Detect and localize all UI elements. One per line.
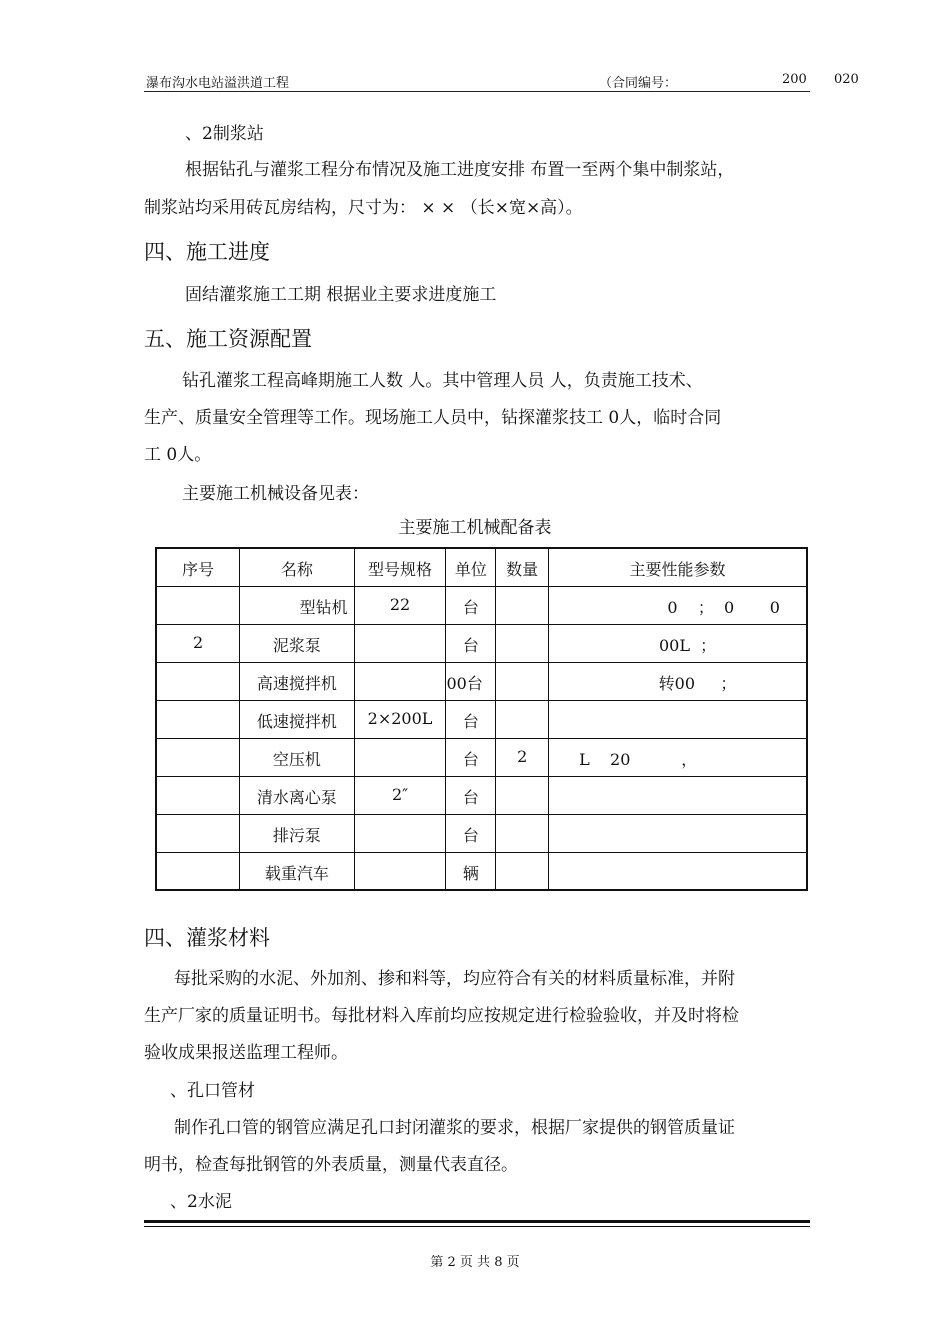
table-cell — [549, 776, 807, 814]
table-cell — [496, 624, 549, 662]
paragraph-mixing-2: 制浆站均采用砖瓦房结构，尺寸为： × × （长×宽×高）。 — [144, 198, 583, 218]
table-cell: 台 — [446, 624, 496, 662]
table-caption: 主要施工机械配备表 — [398, 518, 552, 538]
table-row — [156, 852, 807, 890]
equipment-table — [155, 547, 808, 891]
paragraph-progress: 固结灌浆施工工期 根据业主要求进度施工 — [185, 285, 497, 305]
table-cell — [549, 814, 807, 852]
table-cell: 台 — [446, 814, 496, 852]
paragraph-resources-3: 工 0人。 — [144, 445, 212, 465]
table-cell: 清水离心泵 — [240, 776, 354, 814]
table-cell: 型钻机 — [240, 586, 354, 624]
table-cell — [549, 700, 807, 738]
page-header — [144, 72, 859, 92]
table-cell — [354, 738, 446, 776]
table-cell: 台 — [446, 586, 496, 624]
table-cell: 台 — [446, 700, 496, 738]
paragraph-orifice-2: 明书，检查每批钢管的外表质量，测量代表直径。 — [144, 1155, 518, 1175]
table-cell — [496, 776, 549, 814]
table-cell: 载重汽车 — [240, 852, 354, 890]
subsection-orifice-pipe: 、孔口管材 — [170, 1081, 255, 1101]
table-cell: 低速搅拌机 — [240, 700, 354, 738]
table-cell — [156, 700, 240, 738]
table-cell — [156, 662, 240, 700]
table-cell: 转00 ； — [549, 662, 807, 700]
paragraph-equipment-intro: 主要施工机械设备见表： — [182, 484, 369, 504]
table-cell: 排污泵 — [240, 814, 354, 852]
header-project-name: 瀑布沟水电站溢洪道工程 — [146, 76, 290, 91]
table-cell — [354, 662, 446, 700]
subsection-mixing-station: 、2制浆站 — [185, 124, 264, 144]
heading-resources: 五、施工资源配置 — [144, 327, 312, 351]
paragraph-orifice-1: 制作孔口管的钢管应满足孔口封闭灌浆的要求，根据厂家提供的钢管质量证 — [174, 1118, 735, 1138]
table-cell: 空压机 — [240, 738, 354, 776]
table-row — [156, 662, 807, 700]
header-cell-model: 型号规格 — [354, 548, 446, 586]
paragraph-materials-2: 生产厂家的质量证明书。每批材料入库前均应按规定进行检验验收，并及时将检 — [144, 1006, 739, 1026]
table-cell — [156, 738, 240, 776]
table-cell: 台 — [446, 738, 496, 776]
header-contract-number-2: 020 — [834, 72, 859, 87]
heading-grouting-materials: 四、灌浆材料 — [144, 926, 270, 950]
footer-rule-thick — [144, 1220, 810, 1223]
table-cell — [549, 852, 807, 890]
table-cell: 00L ； — [549, 624, 807, 662]
table-cell: 2×200L — [354, 700, 446, 738]
table-cell: 0 ； 0 0 — [549, 586, 807, 624]
table-cell: 台 — [446, 776, 496, 814]
paragraph-resources-1: 钻孔灌浆工程高峰期施工人数 人。其中管理人员 人，负责施工技术、 — [182, 371, 703, 391]
paragraph-materials-1: 每批采购的水泥、外加剂、掺和料等，均应符合有关的材料质量标准，并附 — [174, 969, 735, 989]
table-cell: 2 — [496, 738, 549, 776]
table-cell: 2″ — [354, 776, 446, 814]
table-cell: 辆 — [446, 852, 496, 890]
header-contract-label: （合同编号： — [599, 76, 678, 91]
page-number: 第 2 页 共 8 页 — [430, 1255, 520, 1270]
table-cell — [156, 586, 240, 624]
table-row — [156, 738, 807, 776]
table-cell — [496, 814, 549, 852]
table-cell: 高速搅拌机 — [240, 662, 354, 700]
header-rule — [144, 91, 810, 92]
table-row — [156, 776, 807, 814]
table-row — [156, 586, 807, 624]
table-cell: 泥浆泵 — [240, 624, 354, 662]
table-row — [156, 700, 807, 738]
table-cell — [156, 852, 240, 890]
table-row — [156, 814, 807, 852]
header-cell-name: 名称 — [240, 548, 354, 586]
table-cell — [354, 624, 446, 662]
header-cell-quantity: 数量 — [496, 548, 549, 586]
table-cell — [156, 776, 240, 814]
table-cell — [156, 814, 240, 852]
table-cell — [496, 662, 549, 700]
table-header-row — [156, 548, 807, 586]
table-cell — [354, 814, 446, 852]
header-cell-unit: 单位 — [446, 548, 496, 586]
table-cell — [354, 852, 446, 890]
table-cell — [496, 586, 549, 624]
paragraph-resources-2: 生产、质量安全管理等工作。现场施工人员中，钻探灌浆技工 0人，临时合同 — [144, 408, 722, 428]
paragraph-mixing-1: 根据钻孔与灌浆工程分布情况及施工进度安排 布置一至两个集中制浆站， — [185, 160, 735, 180]
table-cell: 22 — [354, 586, 446, 624]
heading-progress: 四、施工进度 — [144, 240, 270, 264]
header-cell-index: 序号 — [156, 548, 240, 586]
table-row — [156, 624, 807, 662]
table-cell — [496, 852, 549, 890]
table-cell: 00台 — [446, 662, 496, 700]
subsection-cement: 、2水泥 — [170, 1192, 232, 1212]
header-cell-parameters: 主要性能参数 — [549, 548, 807, 586]
table-cell: L 20 ， — [549, 738, 807, 776]
footer-rule-thin — [144, 1226, 810, 1227]
table-cell: 2 — [156, 624, 240, 662]
table-cell — [496, 700, 549, 738]
paragraph-materials-3: 验收成果报送监理工程师。 — [144, 1043, 348, 1063]
header-contract-number-1: 200 — [782, 72, 807, 87]
